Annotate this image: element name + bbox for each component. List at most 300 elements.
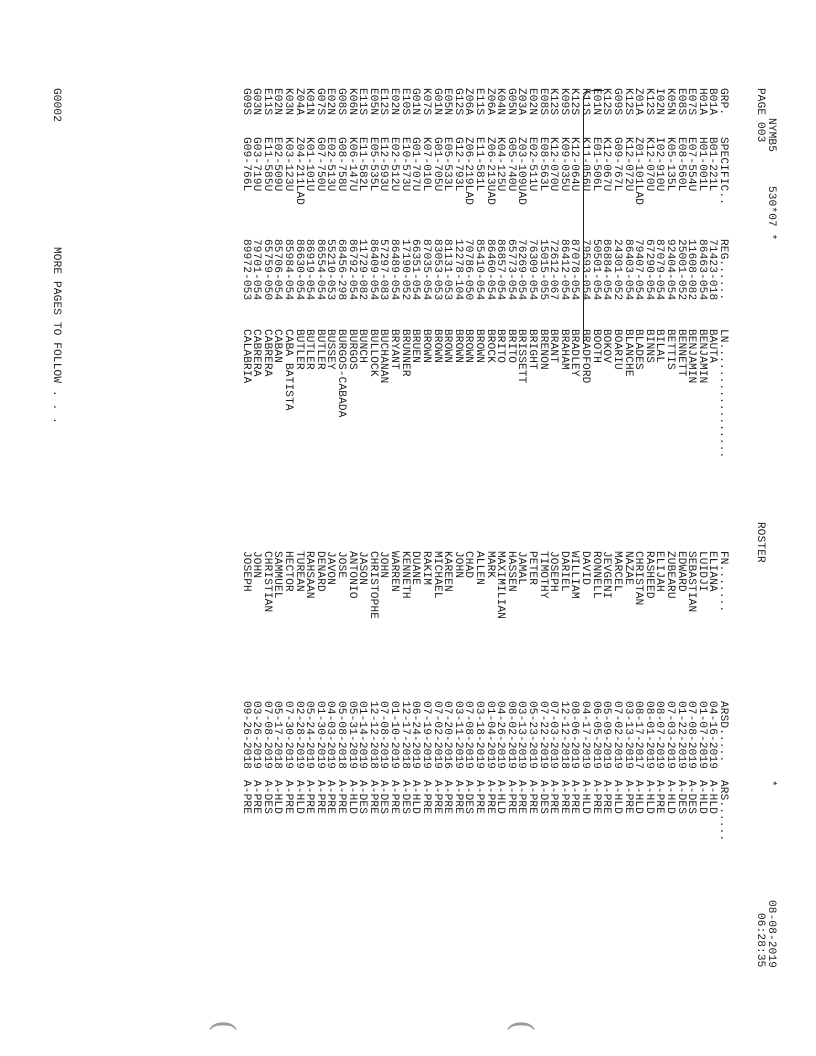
cell-arsd: 07-03-2019	[547, 701, 560, 770]
cell-grp: K07S	[419, 88, 432, 116]
cell-reg: 15015-055	[536, 239, 549, 301]
cell-ln: BUCHANAN	[377, 329, 390, 384]
cell-ars: A-HLD	[610, 780, 623, 815]
cell-arsd: 04-26-2019	[494, 701, 507, 770]
cell-grp: E02N	[526, 88, 539, 116]
cell-arsd: 03-11-2019	[451, 701, 464, 770]
cell-ars: A-HLD	[632, 780, 645, 815]
cell-spec: E02-513U	[324, 137, 337, 192]
cell-arsd: 07-08-2019	[260, 701, 273, 770]
cell-spec: G09-766L	[239, 137, 252, 192]
cell-fn: MICHAEL	[430, 551, 443, 599]
cell-ars: A-PRE	[653, 780, 666, 815]
cell-ln: CABRERA	[250, 329, 263, 377]
report-code: NYMB5	[765, 118, 777, 153]
cell-ln: BUTLER	[292, 329, 305, 370]
cell-ln: BRITO	[504, 329, 517, 364]
cell-ln: BRUNNER	[398, 329, 411, 377]
cell-ars: A-PRE	[515, 780, 528, 815]
cell-ars: A-DES	[260, 780, 273, 815]
cell-ars: A-PRE	[303, 780, 316, 815]
cell-ars: A-PRE	[621, 780, 634, 815]
cell-ln: BROWN	[430, 329, 443, 364]
cell-ars: A-PRE	[547, 780, 560, 815]
cell-fn: NAZAE	[621, 551, 634, 586]
cell-reg: 68456-298	[335, 239, 348, 301]
cell-arsd: 05-08-2018	[335, 701, 348, 770]
cell-reg: 85984-054	[282, 239, 295, 301]
cell-spec: K06-147U	[345, 137, 358, 192]
cell-grp: E11S	[260, 88, 273, 116]
cell-ln: BINNS	[642, 329, 655, 364]
cell-reg: 87035-054	[419, 239, 432, 301]
cell-arsd: 07-22-2019	[536, 701, 549, 770]
cell-fn: CHRISTAN	[632, 551, 645, 606]
cell-fn: TIMOTHY	[536, 551, 549, 599]
cell-ars: A-HLD	[494, 780, 507, 815]
cell-ars: A-HLD	[271, 780, 284, 815]
cell-grp: E05N	[441, 88, 454, 116]
cell-reg: 86857-054	[494, 239, 507, 301]
cell-grp: E08S	[536, 88, 549, 116]
cell-spec: E08-563L	[536, 137, 549, 192]
cell-fn: HASSEN	[504, 551, 517, 592]
col-header-ln: LN.................	[717, 329, 729, 459]
cell-grp: E11S	[356, 88, 369, 116]
cell-ars: A-DES	[674, 780, 687, 815]
cell-spec: K12-072U	[621, 137, 634, 192]
cell-arsd: 01-22-2019	[674, 701, 687, 770]
cell-arsd: 08-07-2019	[653, 701, 666, 770]
cell-reg: 89972-053	[239, 239, 252, 301]
cell-fn: KENNETH	[398, 551, 411, 599]
binding-mark-left: (	[206, 1020, 241, 1032]
cell-reg: 66351-054	[409, 239, 422, 301]
cell-fn: DARIEL	[557, 551, 570, 592]
cell-reg: 86919-054	[303, 239, 316, 301]
cell-spec: E11-581L	[472, 137, 485, 192]
cell-ln: BUSSEY	[324, 329, 337, 370]
cell-arsd: 07-20-2016	[441, 701, 454, 770]
form-code: G0002	[50, 88, 62, 123]
cell-ars: A-HLD	[663, 780, 676, 815]
cell-reg: 11608-082	[685, 239, 698, 301]
cell-fn: SEBASTIAN	[685, 551, 698, 613]
cell-fn: DENARD	[313, 551, 326, 592]
cell-spec: G12-793L	[451, 137, 464, 192]
cell-fn: CHAD	[462, 551, 475, 579]
cell-fn: JASON	[356, 551, 369, 586]
cell-spec: K01-101U	[303, 137, 316, 192]
cell-ars: A-PRE	[430, 780, 443, 815]
cell-ln: BROWN	[441, 329, 454, 364]
cell-grp: K09S	[557, 88, 570, 116]
cell-ars: A-PRE	[282, 780, 295, 815]
col-header-arsd: ARSD.....	[717, 701, 729, 763]
cell-fn: WARREN	[388, 551, 401, 592]
cell-spec: K12-067U	[600, 137, 613, 192]
cell-fn: JAMAL	[515, 551, 528, 586]
cell-fn: JOSE	[335, 551, 348, 579]
cell-reg: 50501-054	[589, 239, 602, 301]
cell-ln: BUTLER	[303, 329, 316, 370]
cell-grp: G09S	[239, 88, 252, 116]
col-header-fn: FN.......	[717, 551, 729, 613]
cell-ars: A-HLD	[345, 780, 358, 815]
cell-ars: A-PRE	[419, 780, 432, 815]
cell-ln: BOKOV	[600, 329, 613, 364]
cell-reg: 57297-083	[377, 239, 390, 301]
cell-fn: RAKIM	[419, 551, 432, 586]
cell-spec: G09-767L	[610, 137, 623, 192]
cell-fn: RASHEED	[642, 551, 655, 599]
cell-fn: CHRISTOPHE	[366, 551, 379, 620]
cell-reg: 79593-054	[579, 239, 592, 301]
cell-arsd: 07-02-2019	[430, 701, 443, 770]
cell-reg: 83053-053	[430, 239, 443, 301]
cell-grp: K06N	[345, 88, 358, 116]
cell-reg: 86412-054	[557, 239, 570, 301]
cell-ln: BENNETT	[674, 329, 687, 377]
cell-grp: Z06A	[462, 88, 475, 116]
cell-reg: 87079-054	[653, 239, 666, 301]
cell-spec: K12-070U	[642, 137, 655, 192]
cell-grp: K12S	[547, 88, 560, 116]
cell-ars: A-DES	[536, 780, 549, 815]
cell-reg: 65773-054	[504, 239, 517, 301]
cell-spec: G07-750U	[313, 137, 326, 192]
cell-arsd: 06-05-2019	[589, 701, 602, 770]
cell-ars: A-DES	[356, 780, 369, 815]
cell-ln: BRENON	[536, 329, 549, 370]
cell-arsd: 01-30-2019	[313, 701, 326, 770]
cell-grp: Z04A	[292, 88, 305, 116]
cell-arsd: 07-30-2019	[282, 701, 295, 770]
cell-reg: 86403-054	[621, 239, 634, 301]
cell-arsd: 07-08-2019	[685, 701, 698, 770]
col-header-reg: REG......	[717, 239, 729, 301]
cell-ars: A-PRE	[366, 780, 379, 815]
cell-spec: E01-506L	[589, 137, 602, 192]
cell-reg: 87078-054	[568, 239, 581, 301]
cell-grp: G01N	[430, 88, 443, 116]
cell-fn: JOHN	[250, 551, 263, 579]
cell-ln: BENJAMIN	[685, 329, 698, 384]
cell-spec: K12-070U	[547, 137, 560, 192]
cell-ars: A-PRE	[239, 780, 252, 815]
cell-ln: BRITO	[494, 329, 507, 364]
cell-fn: DAVID	[579, 551, 592, 586]
cell-fn: CHRISTIAN	[260, 551, 273, 613]
cell-spec: E11-582L	[356, 137, 369, 192]
cell-spec: I02-910U	[653, 137, 666, 192]
cell-reg: 25001-052	[674, 239, 687, 301]
col-header-specific: SPECIFIC..	[717, 137, 729, 206]
cell-arsd: 08-17-2017	[632, 701, 645, 770]
cell-ln: BOOTH	[589, 329, 602, 364]
cell-fn: ELIJAH	[653, 551, 666, 592]
cell-spec: E11-585U	[260, 137, 273, 192]
cell-spec: E05-533L	[441, 137, 454, 192]
cell-reg: 86463-054	[695, 239, 708, 301]
cell-ln: BROWN	[451, 329, 464, 364]
cell-grp: Z03A	[515, 88, 528, 116]
cell-grp: E08S	[674, 88, 687, 116]
cell-arsd: 08-06-2019	[568, 701, 581, 770]
cell-ln: BRADLEY	[568, 329, 581, 377]
cell-ln: BRAHAM	[557, 329, 570, 370]
cell-ln: BULLOCK	[366, 329, 379, 377]
cell-grp: E11S	[472, 88, 485, 116]
cell-reg: 76269-054	[515, 239, 528, 301]
cell-fn: JOHN	[451, 551, 464, 579]
cell-spec: K07-010L	[419, 137, 432, 192]
cell-ars: A-PRE	[483, 780, 496, 815]
cell-fn: ELIANA	[706, 551, 719, 592]
cell-reg: 17190-052	[398, 239, 411, 301]
cell-fn: SAMMUEL	[271, 551, 284, 599]
cell-arsd: 12-17-2018	[398, 701, 411, 770]
cell-arsd: 05-17-2018	[271, 701, 284, 770]
cell-arsd: 03-13-2019	[621, 701, 634, 770]
cell-ars: A-PRE	[441, 780, 454, 815]
cell-arsd: 07-08-2019	[377, 701, 390, 770]
cell-arsd: 04-03-2019	[324, 701, 337, 770]
cell-grp: E02N	[271, 88, 284, 116]
cell-reg: 85410-054	[472, 239, 485, 301]
cell-ln: BRISSETT	[515, 329, 528, 384]
cell-grp: Z06A	[483, 88, 496, 116]
cell-grp: Z01A	[632, 88, 645, 116]
cell-ln: BRANT	[547, 329, 560, 364]
cell-reg: 76309-054	[526, 239, 539, 301]
cell-ars: A-DES	[462, 780, 475, 815]
cell-grp: G07S	[313, 88, 326, 116]
cell-arsd: 04-16-2019	[706, 701, 719, 770]
cell-ln: BAUTA	[706, 329, 719, 364]
report-number: 530*07 *	[765, 186, 777, 241]
cell-spec: K04-125U	[494, 137, 507, 192]
cell-reg: 65759-050	[260, 239, 273, 301]
cell-arsd: 07-19-2019	[419, 701, 432, 770]
cell-spec: K05-135L	[663, 137, 676, 192]
cell-reg: 72612-067	[547, 239, 560, 301]
cell-arsd: 05-09-2019	[600, 701, 613, 770]
cell-ars: A-HLD	[409, 780, 422, 815]
cell-spec: G08-758U	[335, 137, 348, 192]
cell-arsd: 07-08-2019	[462, 701, 475, 770]
cell-ars: A-PRE	[526, 780, 539, 815]
cell-reg: 12278-104	[451, 239, 464, 301]
cell-grp: B01A	[706, 88, 719, 116]
more-pages-note: MORE PAGES TO FOLLOW . . .	[50, 247, 62, 424]
cell-ars: A-PRE	[589, 780, 602, 815]
cell-grp: G01N	[409, 88, 422, 116]
cell-arsd: 05-23-2019	[526, 701, 539, 770]
cell-ln: BURGOS	[345, 329, 358, 370]
cell-spec: E02-512U	[388, 137, 401, 192]
cell-ars: A-HLD	[706, 780, 719, 815]
cell-ars: A-HLD	[292, 780, 305, 815]
cell-arsd: 08-01-2019	[642, 701, 655, 770]
cell-reg: 86489-054	[388, 239, 401, 301]
cell-fn: ANTONIO	[345, 551, 358, 599]
col-header-grp: GRP.	[717, 88, 729, 116]
cell-fn: TUREAN	[292, 551, 305, 592]
cell-arsd: 07-03-2019	[663, 701, 676, 770]
cell-spec: Z06-219LAD	[462, 137, 475, 206]
cell-ars: A-PRE	[504, 780, 517, 815]
cell-ars: A-PRE	[451, 780, 464, 815]
cell-spec: K09-035U	[557, 137, 570, 192]
cell-reg: 86460-054	[483, 239, 496, 301]
cell-ars: A-DES	[398, 780, 411, 815]
cell-fn: JAVON	[324, 551, 337, 586]
cell-ars: A-DES	[685, 780, 698, 815]
cell-arsd: 01-14-2019	[356, 701, 369, 770]
cell-grp: G05N	[504, 88, 517, 116]
cell-spec: H01-001L	[695, 137, 708, 192]
cell-ars: A-PRE	[313, 780, 326, 815]
cell-grp: E07S	[685, 88, 698, 116]
cell-fn: HECTOR	[282, 551, 295, 592]
cell-ars: A-PRE	[250, 780, 263, 815]
cell-fn: JOHN	[377, 551, 390, 579]
cell-ars: A-PRE	[388, 780, 401, 815]
cell-ln: CABRERA	[260, 329, 273, 377]
cell-grp: G09S	[610, 88, 623, 116]
cell-reg: 79407-054	[632, 239, 645, 301]
cell-reg: 81131-053	[441, 239, 454, 301]
cell-arsd: 08-02-2019	[504, 701, 517, 770]
cell-spec: E02-509U	[271, 137, 284, 192]
cell-reg: 67290-054	[642, 239, 655, 301]
cell-ars: A-PRE	[557, 780, 570, 815]
cell-reg: 11729-082	[356, 239, 369, 301]
cell-arsd: 01-07-2019	[695, 701, 708, 770]
cell-ars: A-DES	[377, 780, 390, 815]
cell-arsd: 03-26-2019	[250, 701, 263, 770]
cell-arsd: 05-24-2019	[303, 701, 316, 770]
cell-ln: BETTIS	[663, 329, 676, 370]
cell-reg: 86630-054	[292, 239, 305, 301]
cell-grp: G03N	[250, 88, 263, 116]
cell-grp: K04N	[494, 88, 507, 116]
cell-spec: G01-707U	[409, 137, 422, 192]
cell-spec: Z06-213UAD	[483, 137, 496, 206]
cell-spec: G05-740U	[504, 137, 517, 192]
cell-grp: I02N	[653, 88, 666, 116]
cell-spec: E10-573U	[398, 137, 411, 192]
cell-fn: RAHSAAN	[303, 551, 316, 599]
cell-spec: E12-593U	[377, 137, 390, 192]
cell-grp: H01A	[695, 88, 708, 116]
cell-arsd: 12-12-2018	[366, 701, 379, 770]
cell-fn: KAREEN	[441, 551, 454, 592]
cell-grp: K03N	[282, 88, 295, 116]
cell-fn: JOSEPH	[239, 551, 252, 592]
cell-spec: Z01-101LAD	[632, 137, 645, 206]
cell-ln: BRUEN	[409, 329, 422, 364]
cell-arsd: 12-12-2018	[557, 701, 570, 770]
cell-grp: K12S	[621, 88, 634, 116]
cell-ln: BENJAMIN	[695, 329, 708, 384]
cell-fn: RONNELL	[589, 551, 602, 599]
cell-arsd: 03-18-2019	[472, 701, 485, 770]
cell-spec: E05-535L	[366, 137, 379, 192]
cell-fn: MARK	[483, 551, 496, 579]
cell-ln: CABAN	[271, 329, 284, 364]
cell-arsd: 01-04-2019	[483, 701, 496, 770]
cell-fn: ZUBEARU	[663, 551, 676, 599]
cell-grp: K05N	[663, 88, 676, 116]
report-time: 06:28:35	[754, 913, 766, 968]
report-title: ROSTER	[754, 522, 766, 563]
cell-ln: BROWN	[462, 329, 475, 364]
cell-reg: 71423-018	[706, 239, 719, 301]
cell-fn: WILLIAM	[568, 551, 581, 599]
cell-ln: BILAL	[653, 329, 666, 364]
cell-spec: E08-560L	[674, 137, 687, 192]
cell-ln: BOARIU	[610, 329, 623, 370]
cell-reg: 55210-053	[324, 239, 337, 301]
cell-fn: PETER	[526, 551, 539, 586]
cell-ars: A-PRE	[324, 780, 337, 815]
cell-ln: BURGOS-CABADA	[335, 329, 348, 418]
cell-fn: LUIDJI	[695, 551, 708, 592]
cell-arsd: 01-10-2019	[388, 701, 401, 770]
cell-grp: E05N	[366, 88, 379, 116]
cell-grp: K11S	[579, 88, 592, 116]
cell-grp: K12S	[568, 88, 581, 116]
cell-arsd: 06-24-2019	[409, 701, 422, 770]
cell-grp: E01N	[589, 88, 602, 116]
cell-ln: BRIGHT	[526, 329, 539, 370]
cell-ln: BLANCHE	[621, 329, 634, 377]
cell-ln: BUNCH	[356, 329, 369, 364]
cell-spec: G03-719U	[250, 137, 263, 192]
header-star: *	[765, 780, 777, 787]
cell-arsd: 07-02-2019	[610, 701, 623, 770]
handwritten-bracket-mark	[583, 90, 604, 343]
cell-fn: MAXIMILIAN	[494, 551, 507, 620]
cell-spec: E07-554U	[685, 137, 698, 192]
cell-grp: G12S	[451, 88, 464, 116]
col-header-ars: ARS......	[717, 780, 729, 842]
cell-spec: K12-064U	[568, 137, 581, 192]
cell-ars: A-PRE	[335, 780, 348, 815]
cell-ars: A-PRE	[568, 780, 581, 815]
cell-arsd: 04-17-2019	[579, 701, 592, 770]
cell-grp: E02N	[388, 88, 401, 116]
cell-arsd: 09-26-2018	[239, 701, 252, 770]
cell-ln: BROWN	[472, 329, 485, 364]
cell-fn: JEVGENI	[600, 551, 613, 599]
cell-reg: 24301-052	[610, 239, 623, 301]
cell-arsd: 02-28-2019	[292, 701, 305, 770]
cell-ln: BROWN	[419, 329, 432, 364]
cell-spec: E02-511U	[526, 137, 539, 192]
cell-ln: BROCK	[483, 329, 496, 364]
cell-reg: 86792-054	[345, 239, 358, 301]
cell-reg: 70786-050	[462, 239, 475, 301]
cell-reg: 86884-054	[600, 239, 613, 301]
cell-ars: A-PRE	[600, 780, 613, 815]
cell-grp: K12S	[600, 88, 613, 116]
cell-ars: A-HLD	[695, 780, 708, 815]
page-number: PAGE 003	[754, 88, 766, 143]
cell-ars: A-PRE	[472, 780, 485, 815]
